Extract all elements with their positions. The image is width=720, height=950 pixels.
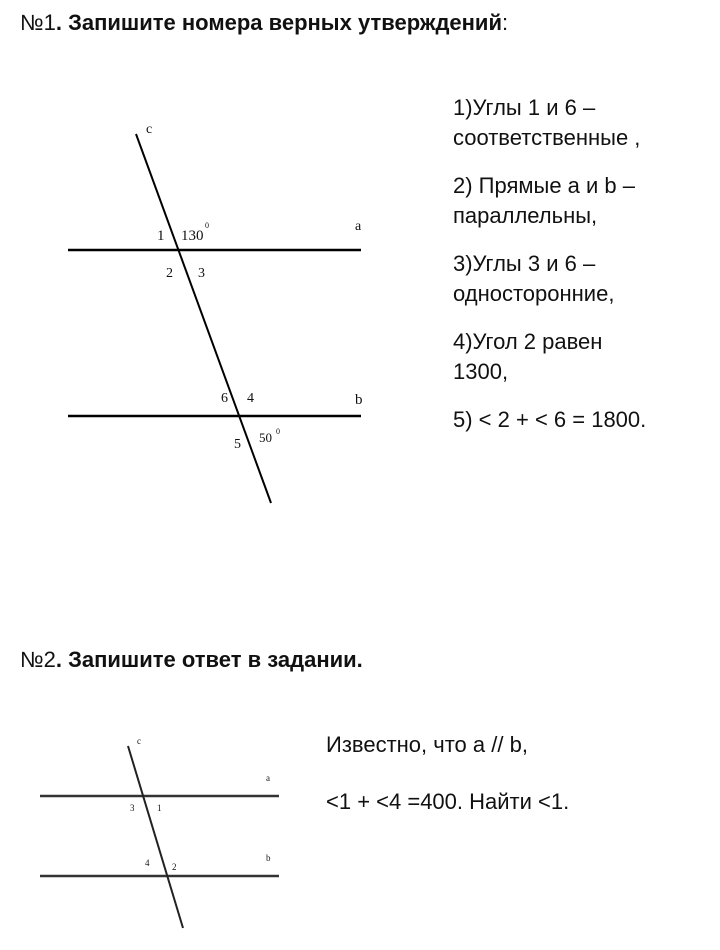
angle-5-label: 5 [234,437,241,452]
statement-3-line1: 3)Углы 3 и 6 – [453,251,596,276]
label-b: b [355,392,363,408]
task2-given [326,730,706,844]
statement-2 [453,171,713,231]
task2-heading [20,647,363,673]
degree-mark-bottom: 0 [276,427,280,436]
task2-figure [40,736,279,928]
statement-1-line1: 1)Углы 1 и 6 – [453,95,596,120]
task1-figure [68,122,363,503]
task2-title: . Запишите ответ в задании. [55,647,363,672]
label-c: c [146,122,153,137]
statement-4 [453,327,713,387]
task2-number: №2 [20,647,56,672]
angle-130-value: 130 [181,228,204,244]
given-line-1: Известно, что а // b, [326,732,528,757]
angle-2-label: 2 [166,266,173,281]
statement-2-line1: 2) Прямые a и b – [453,173,636,198]
angle-4-label: 4 [247,391,254,406]
statement-2-line2: параллельны, [453,203,598,228]
angle-4-label: 4 [145,858,150,868]
task1-colon: : [501,10,509,35]
angle-6-label: 6 [221,391,228,406]
task1-number: №1 [20,10,56,35]
angle-1-label: 1 [157,803,162,813]
transversal-c [128,746,183,928]
label-c: c [137,736,141,746]
statements-list [453,93,713,453]
statement-4-line2: 1300, [453,359,509,384]
label-a: a [355,219,362,234]
label-a: a [266,773,270,783]
given-line-2: <1 + <4 =400. Найти <1. [326,789,570,814]
label-b: b [266,853,271,863]
angle-3-label: 3 [130,803,135,813]
task1-title: . Запишите номера верных утверждений [55,10,502,35]
degree-mark-top: 0 [205,221,209,230]
angle-50-value: 50 [259,430,272,445]
statement-1 [453,93,713,153]
statement-4-line1: 4)Угол 2 равен [453,329,603,354]
statement-5-line1: 5) < 2 + < 6 = 1800. [453,407,647,432]
angle-2-label: 2 [172,862,177,872]
statement-3-line2: односторонние, [453,281,615,306]
angle-1-label: 1 [157,228,165,244]
angle-3-label: 3 [198,266,205,281]
statement-3 [453,249,713,309]
transversal-c [136,134,271,503]
statement-1-line2: соответственные , [453,125,641,150]
statement-5 [453,405,713,435]
